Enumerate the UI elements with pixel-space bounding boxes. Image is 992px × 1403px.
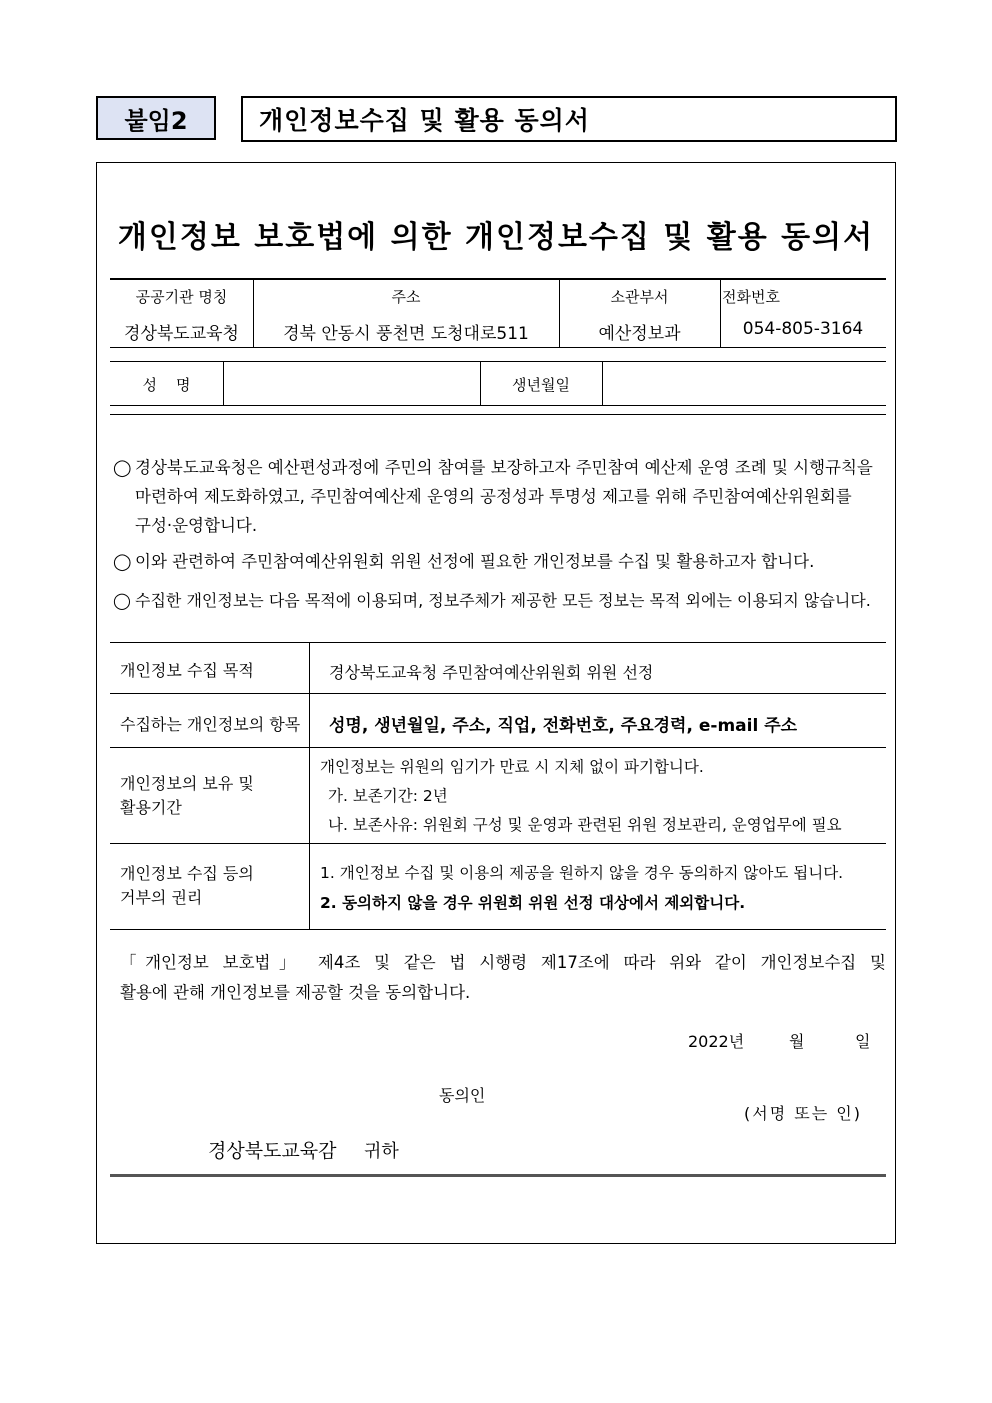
purpose-label: 개인정보 수집 목적	[120, 661, 254, 680]
circle-bullet-icon: ◯	[113, 458, 132, 477]
signer-label: 동의인	[439, 1086, 486, 1105]
name-label: 성 명	[142, 376, 191, 394]
circle-bullet-icon: ◯	[113, 552, 132, 571]
phone-value: 054-805-3164	[742, 319, 864, 339]
form-main-title: 개인정보 보호법에 의한 개인정보수집 및 활용 동의서	[117, 220, 875, 255]
refusal-value: 1. 개인정보 수집 및 이용의 제공을 원하지 않을 경우 동의하지 않아도 됩니다. 2. 동의하지 않을 경우 위원회 위원 선정 대상에서 제외합니다.	[320, 864, 844, 912]
date-day: 일	[855, 1032, 871, 1051]
circle-bullet-icon: ◯	[113, 591, 131, 610]
retention-label: 개인정보의 보유 및 활용기간	[120, 774, 254, 817]
department-value: 예산정보과	[598, 324, 681, 344]
date-month: 월	[789, 1032, 805, 1051]
consent-statement: 「개인정보 보호법」 제4조 및 같은 법 시행령 제17조에 따라 위와 같이 개인정보수집 및 활용에 관해 개인정보를 제공할 것을 동의합니다.	[120, 953, 886, 1002]
department-header: 소관부서	[610, 288, 669, 306]
phone-header: 전화번호	[722, 288, 780, 306]
notice-item-3: ◯ 수집한 개인정보는 다음 목적에 이용되며, 정보주체가 제공한 모든 정보는 목적 외에는 이용되지 않습니다.	[113, 586, 889, 615]
items-value: 성명, 생년월일, 주소, 직업, 전화번호, 주요경력, e-mail 주소	[329, 716, 798, 736]
birthdate-label: 생년월일	[512, 376, 570, 394]
refusal-label: 개인정보 수집 등의 거부의 권리	[120, 864, 254, 907]
recipient-suffix: 귀하	[364, 1141, 399, 1162]
items-label: 수집하는 개인정보의 항목	[120, 715, 301, 734]
footer-rule	[110, 1174, 886, 1177]
notice-item-2: ◯ 이와 관련하여 주민참여예산위원회 위원 선정에 필요한 개인정보를 수집 및 활용하고자 합니다.	[113, 547, 889, 576]
attachment-tag: 붙임2	[96, 96, 216, 140]
name-field[interactable]	[224, 362, 480, 404]
purpose-value: 경상북도교육청 주민참여예산위원회 위원 선정	[329, 663, 654, 682]
recipient-name: 경상북도교육감	[208, 1140, 337, 1162]
address-header: 주소	[391, 288, 421, 306]
notice-item-1: ◯ 경상북도교육청은 예산편성과정에 주민의 참여를 보장하고자 주민참여 예산제 운영 조례 및 시행규칙을 마련하여 제도화하였고, 주민참여예산제 운영의 공정성과 투명성 제고를 위해 주민참여예산위원회를 구성·운영합니다.	[113, 453, 889, 540]
date-year: 2022년	[688, 1032, 745, 1051]
document-header-title: 개인정보수집 및 활용 동의서	[241, 96, 897, 142]
birthdate-field[interactable]	[603, 362, 886, 404]
retention-value: 개인정보는 위원의 임기가 만료 시 지체 없이 파기합니다. 가. 보존기간: 2년 나. 보존사유: 위원회 구성 및 운영과 관련된 위원 정보관리, 운영업무에 필요	[320, 758, 842, 834]
address-value: 경북 안동시 풍천면 도청대로511	[283, 324, 529, 344]
sign-or-seal-hint: (서명 또는 인)	[744, 1104, 862, 1123]
agency-name-header: 공공기관 명칭	[135, 288, 228, 306]
agency-name-value: 경상북도교육청	[124, 324, 239, 344]
